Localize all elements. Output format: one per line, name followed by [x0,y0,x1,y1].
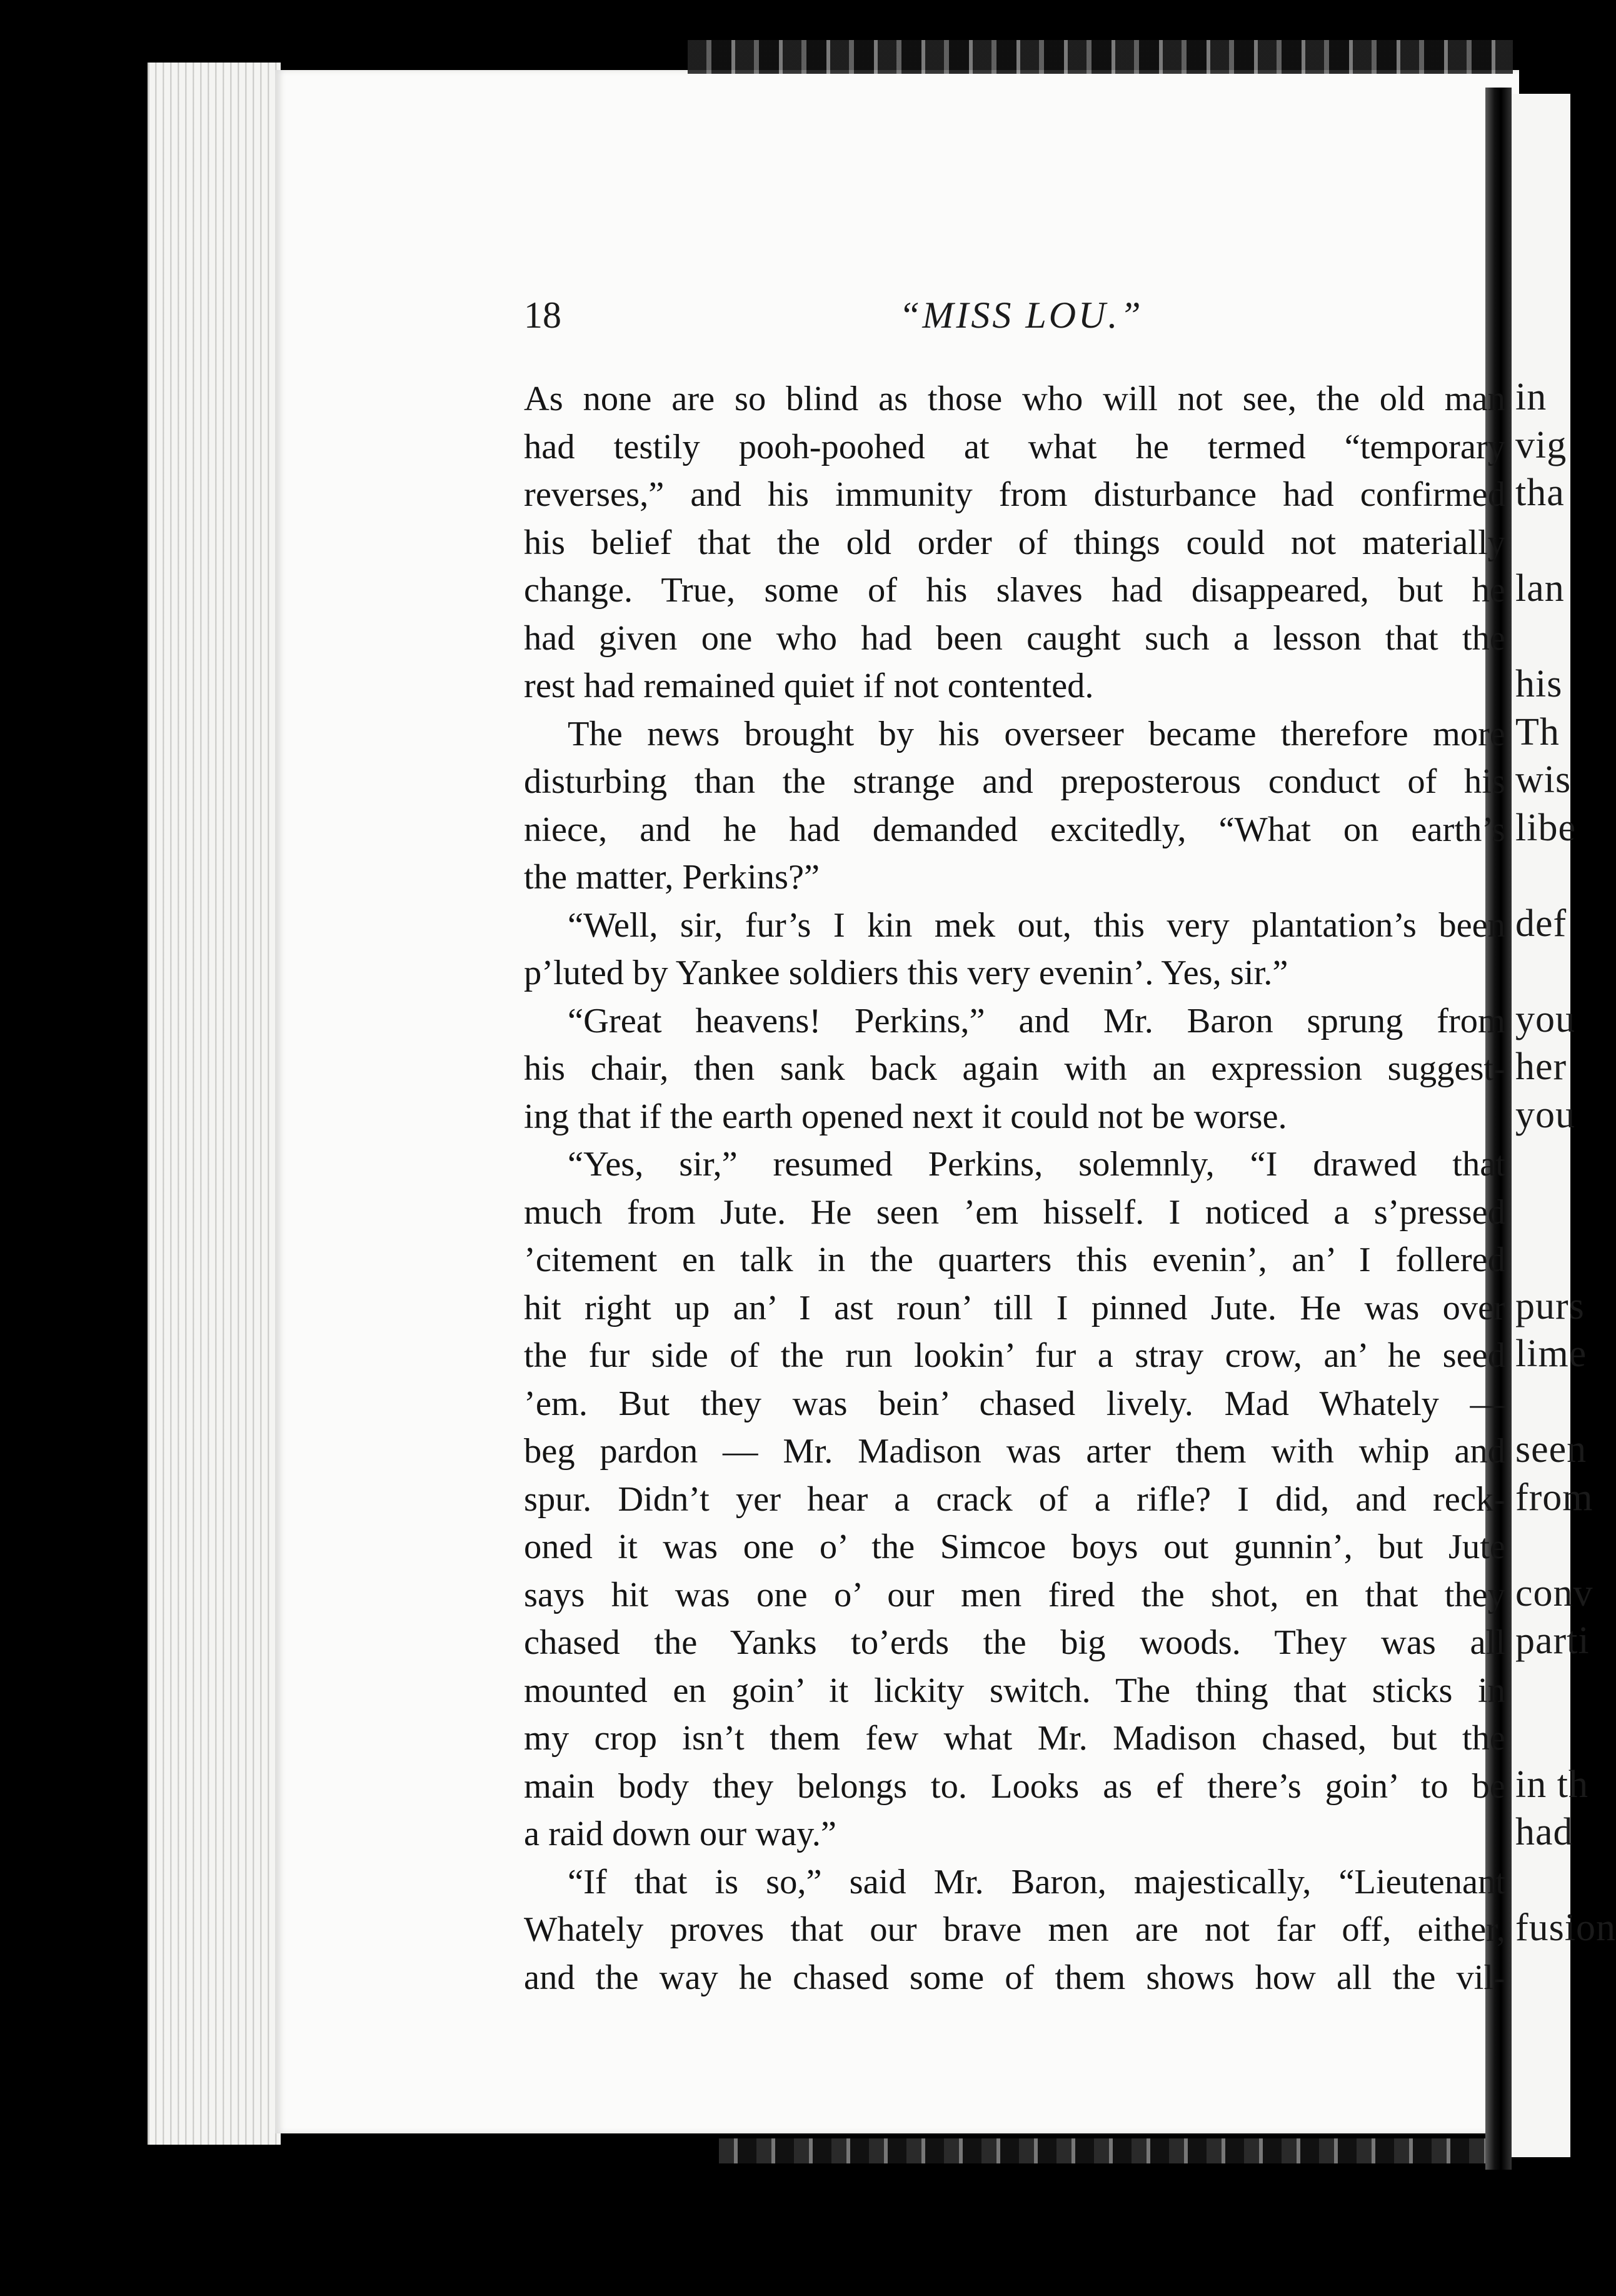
facing-text-fragment: lan [1515,567,1565,610]
text-line: says hit was one o’ our men fired the shot, en that they [524,1575,1505,1614]
scan-bottom-edge [719,2138,1507,2163]
text-line: had given one who had been caught such a lesson that the [524,618,1505,658]
facing-text-fragment: had [1515,1811,1573,1853]
running-title: “MISS LOU.” [899,295,1143,336]
text-line: and the way he chased some of them shows how all the vil- [524,1958,1505,1997]
facing-text-fragment: parti [1515,1619,1590,1662]
facing-text-fragment: conv [1515,1571,1593,1614]
page-edges [148,63,281,2145]
text-line: p’luted by Yankee soldiers this very evenin’. Yes, sir.” [524,954,1288,992]
text-line: my crop isn’t them few what Mr. Madison chased, but the [524,1719,1505,1758]
text-line: rest had remained quiet if not contented. [524,667,1094,705]
text-line: his belief that the old order of things could not materially [524,523,1505,562]
text-line: “Great heavens! Perkins,” and Mr. Baron sprung from [568,1001,1505,1040]
text-line: the fur side of the run lookin’ fur a stray crow, an’ he seed [524,1336,1505,1375]
text-line: a raid down our way.” [524,1815,836,1853]
facing-text-fragment: you [1515,1093,1575,1136]
text-line: “Yes, sir,” resumed Perkins, solemnly, “I drawed that [568,1145,1505,1184]
text-line: “If that is so,” said Mr. Baron, majestically, “Lieutenant [568,1862,1505,1901]
facing-text-fragment: her [1515,1045,1567,1088]
text-line: reverses,” and his immunity from disturbance had confirmed [524,475,1505,514]
text-line: his chair, then sank back again with an expression suggest- [524,1049,1505,1088]
text-line: ’citement en talk in the quarters this evenin’, an’ I follered [524,1241,1505,1279]
facing-text-fragment: libe [1515,806,1576,849]
facing-text-fragment: from [1515,1476,1593,1519]
running-head [524,294,1499,350]
text-line: “Well, sir, fur’s I kin mek out, this very plantation’s been [568,905,1505,945]
page-number: 18 [524,295,561,336]
facing-text-fragment: in th [1515,1763,1588,1806]
facing-text-fragment: you [1515,997,1575,1040]
text-line: As none are so blind as those who will not see, the old man [524,380,1505,418]
facing-text-fragment: tha [1515,471,1565,514]
text-line: hit right up an’ I ast roun’ till I pinned Jute. He was over [524,1288,1505,1327]
facing-text-fragment: seen [1515,1428,1587,1471]
facing-page [1512,94,1616,2157]
facing-text-fragment: vig [1515,423,1567,466]
text-line: mounted en goin’ it lickity switch. The thing that sticks in [524,1671,1505,1710]
facing-text-fragment: in [1515,376,1547,418]
text-line: beg pardon — Mr. Madison was arter them with whip and [524,1432,1505,1471]
facing-text-fragment: his [1515,663,1563,705]
text-line: much from Jute. He seen ’em hisself. I noticed a s’pressed [524,1192,1505,1232]
facing-text-fragment: Th [1515,710,1560,753]
text-line: ing that if the earth opened next it could not be worse. [524,1097,1287,1136]
text-line: Whately proves that our brave men are not far off, either, [524,1910,1505,1949]
text-line: the matter, Perkins?” [524,858,820,897]
text-line: chased the Yanks to’erds the big woods. They was all [524,1623,1505,1662]
text-line: change. True, some of his slaves had disappeared, but he [524,571,1505,610]
text-line: The news brought by his overseer became therefore more [568,714,1505,753]
text-line: had testily pooh-poohed at what he termed “temporary [524,427,1505,466]
facing-text-fragment: purs [1515,1284,1585,1327]
facing-text-fragment: wis [1515,758,1572,801]
facing-text-fragment: def [1515,902,1567,945]
text-line: spur. Didn’t yer hear a crack of a rifle? I did, and reck- [524,1479,1505,1519]
text-line: niece, and he had demanded excitedly, “What on earth’s [524,810,1505,849]
text-line: ’em. But they was bein’ chased lively. Mad Whately — [524,1384,1505,1423]
facing-text-fragment: lime [1515,1332,1587,1375]
text-line: oned it was one o’ the Simcoe boys out gunnin’, but Jute [524,1528,1505,1566]
body-text [524,375,1505,2001]
facing-text-fragment: fusion [1515,1906,1616,1949]
scan-top-edge [688,40,1513,74]
text-line: main body they belongs to. Looks as ef there’s goin’ to be [524,1766,1505,1806]
text-line: disturbing than the strange and preposterous conduct of his [524,762,1505,801]
